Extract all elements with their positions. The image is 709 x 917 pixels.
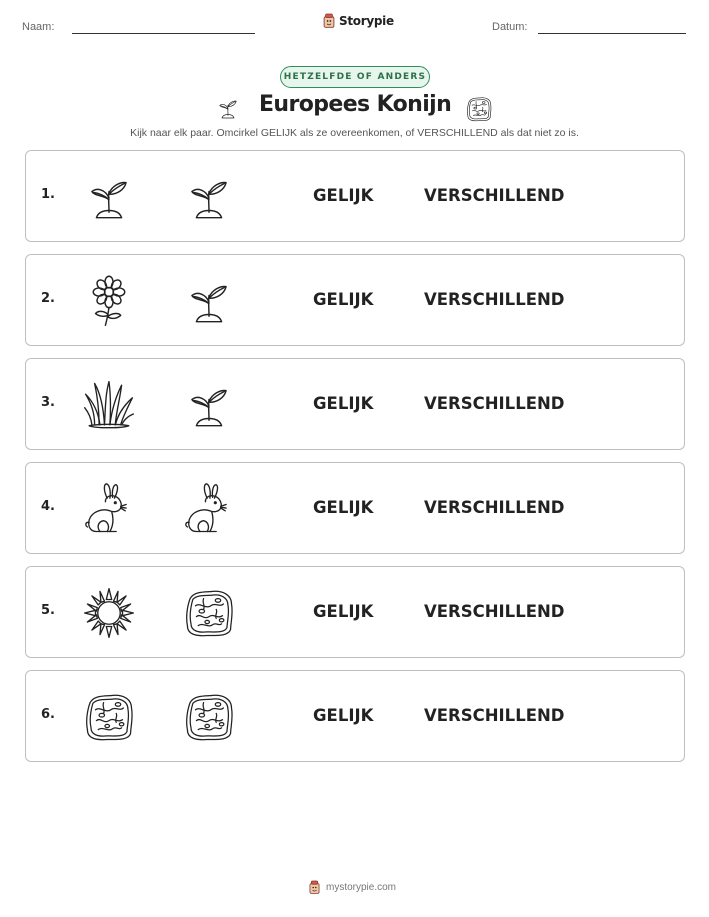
option-same[interactable]: GELIJK: [313, 602, 374, 621]
option-different[interactable]: VERSCHILLEND: [424, 186, 565, 205]
question-row: [25, 462, 685, 554]
option-same[interactable]: GELIJK: [313, 706, 374, 725]
option-same[interactable]: GELIJK: [313, 394, 374, 413]
option-same[interactable]: GELIJK: [313, 186, 374, 205]
grass-icon: [82, 378, 136, 432]
rabbit-icon: [182, 482, 236, 536]
question-number: 3.: [41, 395, 55, 410]
burrow-icon: [182, 690, 236, 744]
sprout-icon: [182, 378, 236, 432]
option-same[interactable]: GELIJK: [313, 290, 374, 309]
option-same[interactable]: GELIJK: [313, 498, 374, 517]
footer-url: mystorypie.com: [326, 882, 397, 893]
sprout-icon: [82, 170, 136, 224]
footer: [308, 880, 396, 895]
name-label: Naam:: [22, 21, 55, 33]
brand-name: Storypie: [339, 14, 394, 28]
question-number: 1.: [41, 187, 55, 202]
question-number: 5.: [41, 603, 55, 618]
question-number: 4.: [41, 499, 55, 514]
name-field[interactable]: [72, 33, 255, 34]
storypie-logo-icon: [322, 13, 336, 29]
question-row: [25, 254, 685, 346]
question-number: 2.: [41, 291, 55, 306]
burrow-icon: [182, 586, 236, 640]
burrow-icon: [82, 690, 136, 744]
sprout-icon: [182, 274, 236, 328]
title-row: [0, 90, 709, 124]
option-different[interactable]: VERSCHILLEND: [424, 290, 565, 309]
option-different[interactable]: VERSCHILLEND: [424, 394, 565, 413]
question-row: [25, 150, 685, 242]
question-row: [25, 670, 685, 762]
page-title: Europees Konijn: [259, 92, 452, 117]
option-different[interactable]: VERSCHILLEND: [424, 498, 565, 517]
brand-logo: [322, 13, 394, 29]
rabbit-icon: [82, 482, 136, 536]
burrow-icon: [465, 95, 493, 123]
option-different[interactable]: VERSCHILLEND: [424, 602, 565, 621]
sprout-icon: [215, 95, 241, 121]
date-label: Datum:: [492, 21, 528, 33]
question-row: [25, 566, 685, 658]
question-number: 6.: [41, 707, 55, 722]
sun-icon: [82, 586, 136, 640]
date-field[interactable]: [538, 33, 686, 34]
flower-icon: [82, 274, 136, 328]
instructions: Kijk naar elk paar. Omcirkel GELIJK als ze overeenkomen, of VERSCHILLEND als dat niet zo is.: [130, 127, 579, 139]
storypie-logo-icon: [308, 880, 321, 895]
question-row: [25, 358, 685, 450]
sprout-icon: [182, 170, 236, 224]
option-different[interactable]: VERSCHILLEND: [424, 706, 565, 725]
worksheet-type-badge: HETZELFDE OF ANDERS: [280, 66, 430, 88]
